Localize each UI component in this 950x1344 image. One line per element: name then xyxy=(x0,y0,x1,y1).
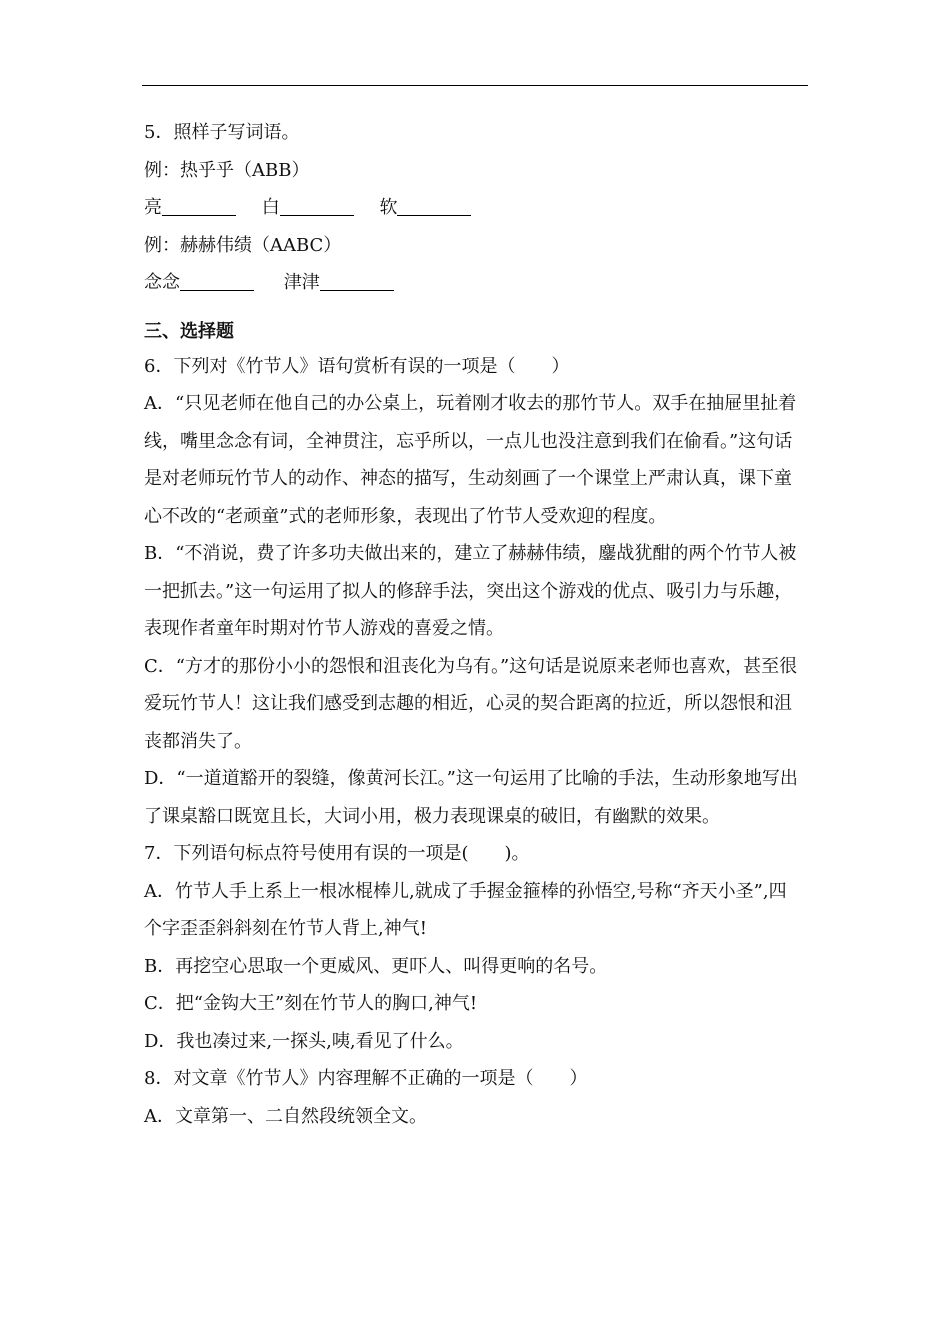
q6-option-c: C．“方才的那份小小的怨恨和沮丧化为乌有。”这句话是说原来老师也喜欢，甚至很爱玩竹节人！这让我们感受到志趣的相近，心灵的契合距离的拉近，所以怨恨和沮丧都消失了。 xyxy=(144,655,798,752)
q5-title: 5．照样子写词语。 xyxy=(144,122,300,143)
q5-word-niannian: 念念 xyxy=(144,272,180,293)
answer-blank[interactable] xyxy=(280,197,354,216)
q8-stem: 8．对文章《竹节人》内容理解不正确的一项是（ ） xyxy=(144,1068,588,1089)
q5-fill-row-2 xyxy=(144,264,804,302)
q5-word-bai: 白 xyxy=(261,197,280,218)
q7-option-b: B．再挖空心思取一个更威风、更吓人、叫得更响的名号。 xyxy=(144,955,608,977)
q6-stem: 6．下列对《竹节人》语句赏析有误的一项是（ ） xyxy=(144,355,570,377)
answer-blank[interactable] xyxy=(320,272,394,291)
q7-option-c: C．把“金钩大王”刻在竹节人的胸口,神气! xyxy=(144,993,478,1014)
answer-blank[interactable] xyxy=(397,197,471,216)
q8-option-a: A．文章第一、二自然段统领全文。 xyxy=(144,1105,427,1127)
q6-option-a: A．“只见老师在他自己的办公桌上，玩着刚才收去的那竹节人。双手在抽屉里扯着线，嘴里念念有词，全神贯注，忘乎所以，一点儿也没注意到我们在偷看。”这句话是对老师玩竹节人的动作、神态的描写，生动刻画了一个课堂上严肃认真，课下童心不改的“老顽童”式的老师形象，表现出了竹节人受欢迎的程度。 xyxy=(144,393,797,527)
q5-fill-row-1 xyxy=(144,189,804,227)
q6-option-b: B．“不消说，费了许多功夫做出来的，建立了赫赫伟绩，鏖战犹酣的两个竹节人被一把抓去。”这一句运用了拟人的修辞手法，突出这个游戏的优点、吸引力与乐趣，表现作者童年时期对竹节人游戏的喜爱之情。 xyxy=(144,543,797,639)
q5-word-liang: 亮 xyxy=(144,197,162,218)
document-body xyxy=(144,114,804,1135)
answer-blank[interactable] xyxy=(162,197,236,216)
q7-option-d: D．我也凑过来,一探头,咦,看见了什么。 xyxy=(144,1030,464,1052)
q7-option-a: A．竹节人手上系上一根冰棍棒儿,就成了手握金箍棒的孙悟空,号称“齐天小圣”,四个字歪歪斜斜刻在竹节人背上,神气! xyxy=(144,880,787,939)
q5-example-abb: 例：热乎乎（ABB） xyxy=(144,159,310,181)
q7-stem: 7．下列语句标点符号使用有误的一项是( )。 xyxy=(144,843,530,864)
q5-word-ruan: 软 xyxy=(379,197,398,218)
q5-word-jinjin: 津津 xyxy=(283,272,320,293)
q5-example-aabc: 例：赫赫伟绩（AABC） xyxy=(144,234,342,256)
q6-option-d: D．“一道道豁开的裂缝，像黄河长江。”这一句运用了比喻的手法，生动形象地写出了课桌豁口既宽且长，大词小用，极力表现课桌的破旧，有幽默的效果。 xyxy=(144,768,798,827)
answer-blank[interactable] xyxy=(180,272,254,291)
header-rule xyxy=(142,85,808,86)
section-heading-choice: 三、选择题 xyxy=(144,320,234,342)
